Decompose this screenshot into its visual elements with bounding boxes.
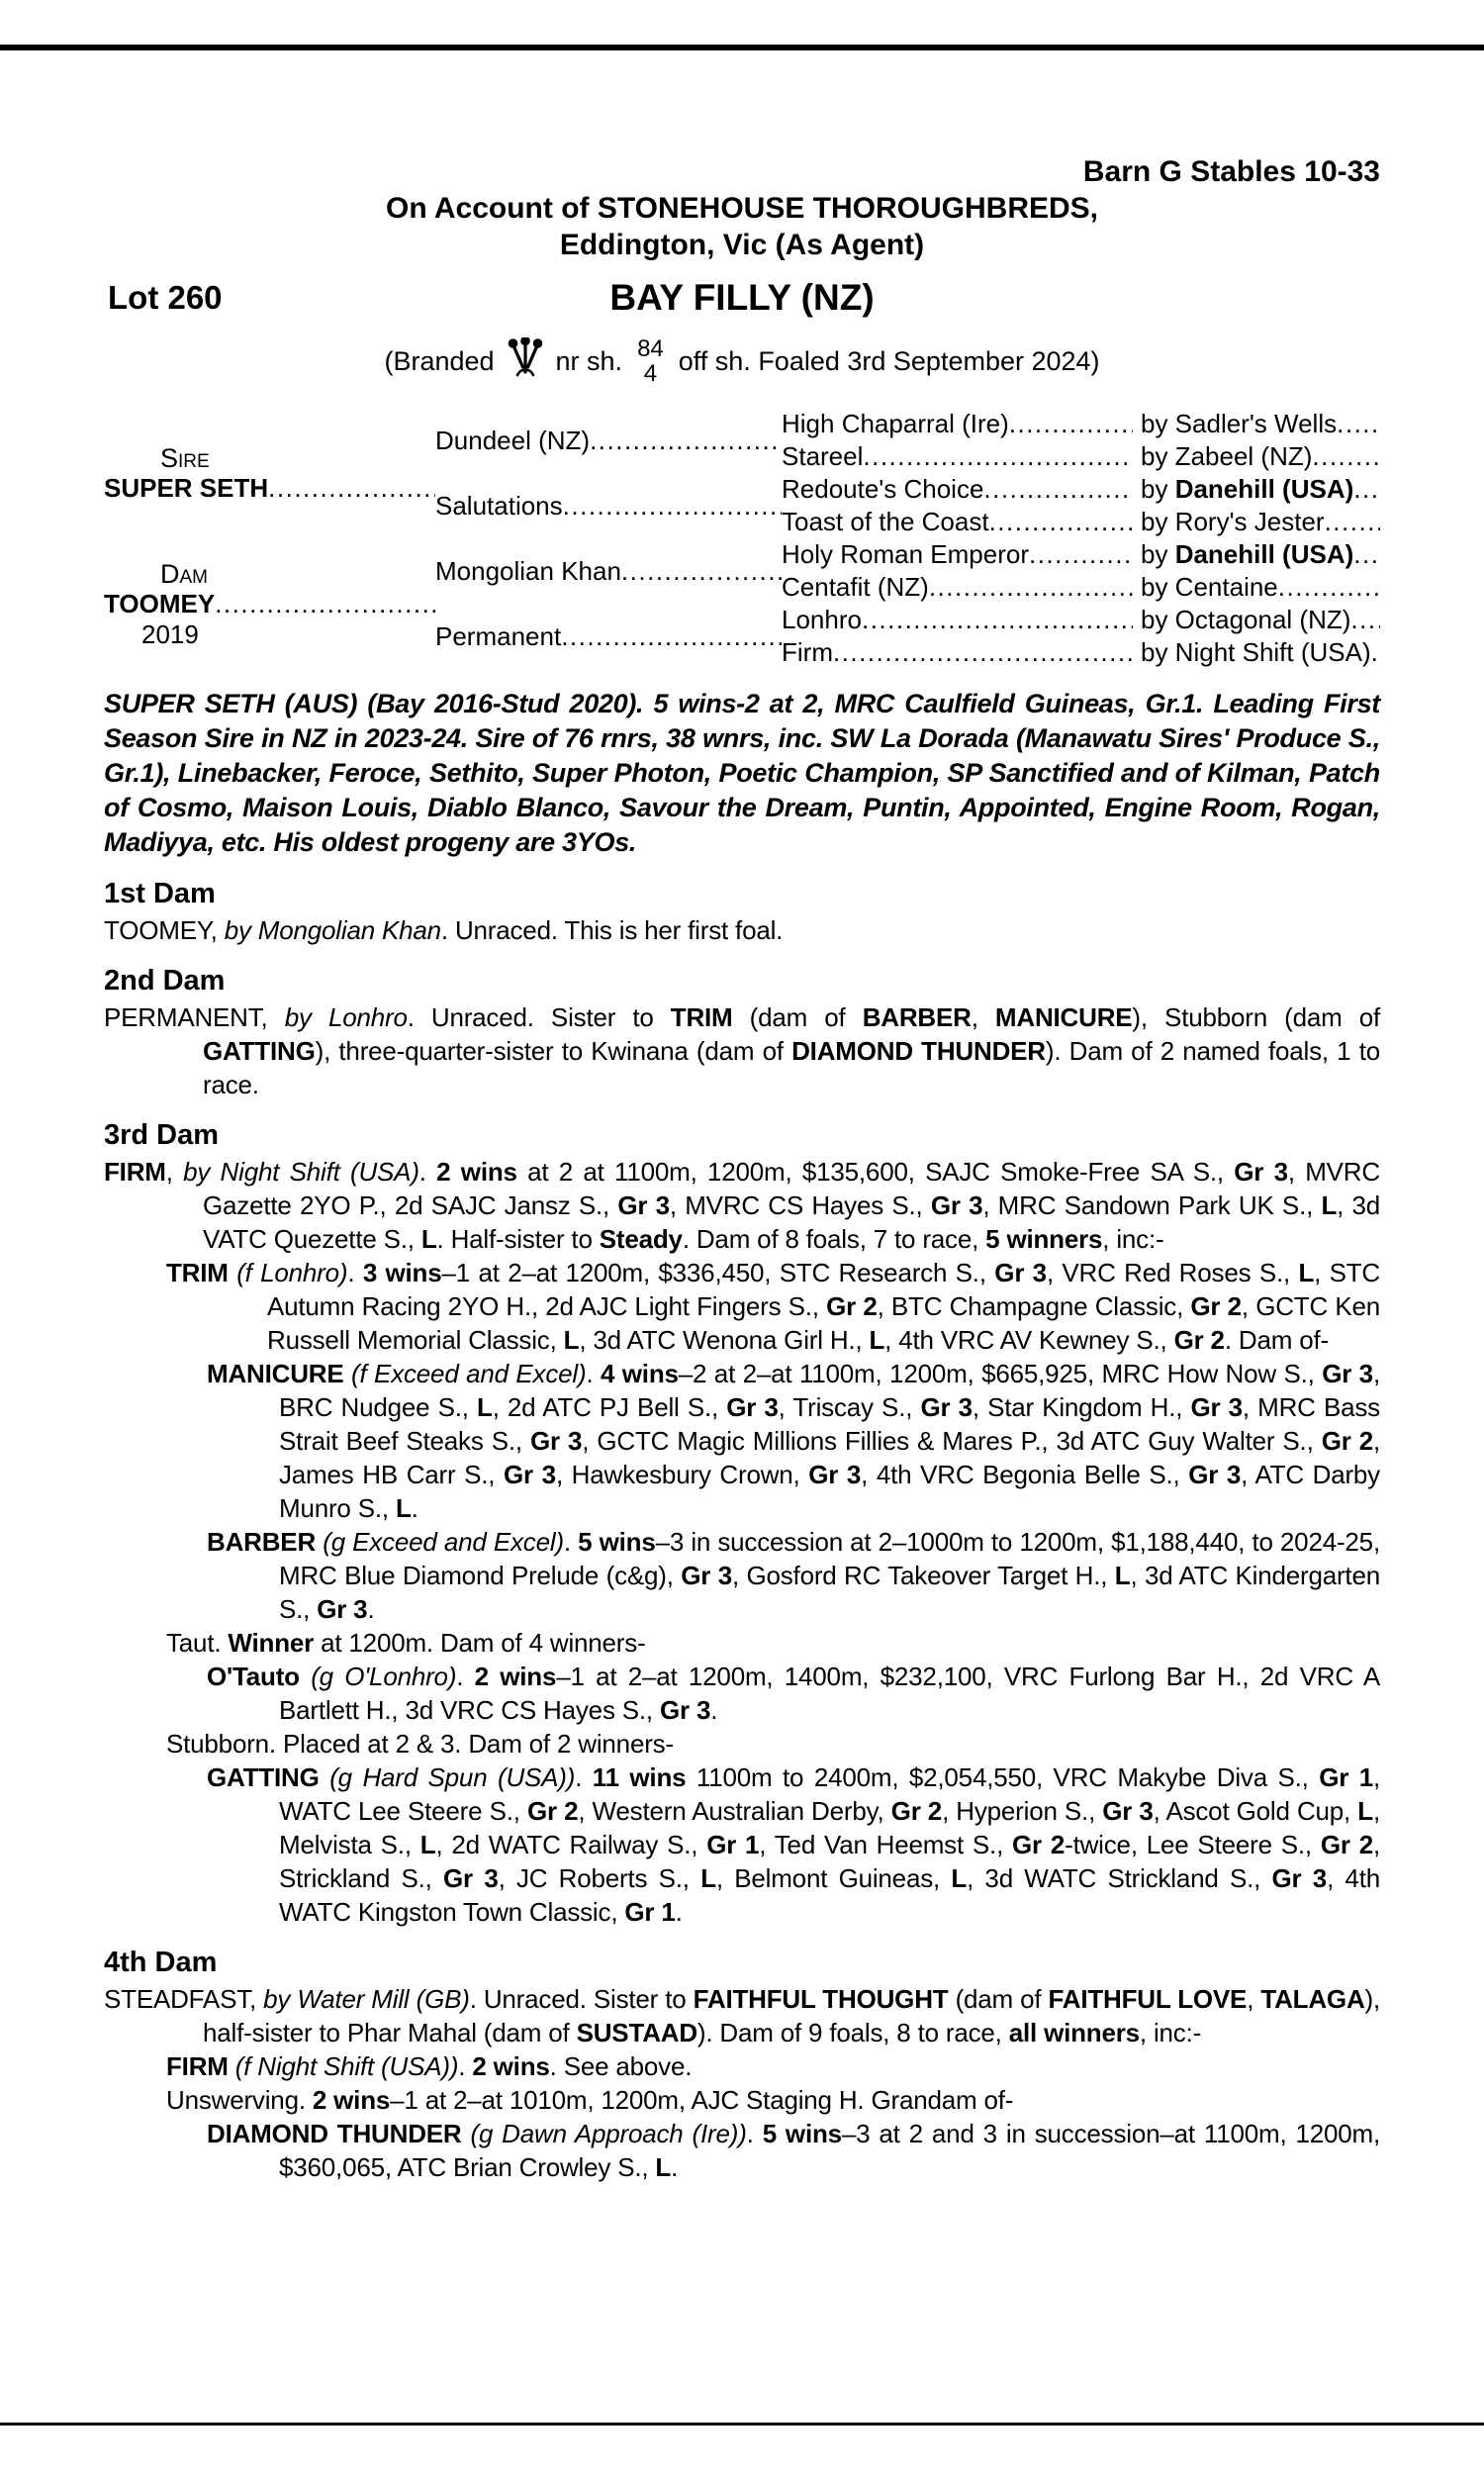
progeny-entry-unswerving: Unswerving. 2 wins–1 at 2–at 1010m, 1200m, AJC Staging H. Grandam of- [166, 2085, 1014, 2115]
pedigree-grandsire-line: by Sadler's Wells ..... [1133, 408, 1380, 440]
progeny-entry-barber: BARBER (g Exceed and Excel). 5 wins–3 in succession at 2–1000m to 1200m, $1,188,440, to 2024-25, MRC Blue Diamond Prelude (c&g), Gr 3, Gosford RC Takeover Target H., L, 3d ATC Kindergarten S., Gr 3. [207, 1527, 1380, 1624]
vendor-account-line1: On Account of STONEHOUSE THOROUGHBREDS, [385, 192, 1099, 225]
dot-leader [863, 441, 1133, 472]
dot-leader [621, 556, 782, 587]
pedigree-grandsire-line: by Centaine ..... [1133, 571, 1380, 604]
pedigree-grandparent: High Chaparral (Ire) ..... [782, 408, 1133, 440]
dot-leader [1312, 441, 1380, 472]
sire-name: SUPER SETH [104, 472, 269, 503]
brand-number-top: 84 [637, 335, 664, 362]
progeny-entry-taut: Taut. Winner at 1200m. Dam of 4 winners- [166, 1628, 646, 1658]
bottom-rule [0, 2423, 1484, 2426]
pedigree-grandparent: Holy Roman Emperor ..... [782, 538, 1133, 571]
dam-entry-firm: FIRM, by Night Shift (USA). 2 wins at 2 at 1100m, 1200m, $135,600, SAJC Smoke-Free SA S., Gr 3, MVRC Gazette 2YO P., 2d SAJC Jansz S., Gr 3, MVRC CS Hayes S., Gr 3, MRC Sandown Park UK S., L, 3d VATC Quezette S., L. Half-sister to Steady. Dam of 8 foals, 7 to race, 5 winners, inc:- [104, 1157, 1380, 1254]
dot-leader [1350, 605, 1380, 635]
dam-block [104, 538, 435, 669]
pedigree-parent: Dundeel (NZ) ..... [435, 408, 782, 473]
progeny-entry-diamond-thunder: DIAMOND THUNDER (g Dawn Approach (Ire)). 5 wins–3 at 2 and 3 in succession–at 1100m, 1200m, $360,065, ATC Brian Crowley S., L. [207, 2119, 1380, 2182]
section-heading-4th-dam: 4th Dam [104, 1947, 218, 1978]
pedigree-grandsire-line: by Zabeel (NZ) ..... [1133, 440, 1380, 473]
sire-block [104, 408, 435, 538]
progeny-entry-otauto: O'Tauto (g O'Lonhro). 2 wins–1 at 2–at 1200m, 1400m, $232,100, VRC Furlong Bar H., 2d VRC A Bartlett H., 3d VRC CS Hayes S., Gr 3. [207, 1662, 1381, 1725]
section-heading-3rd-dam: 3rd Dam [104, 1119, 220, 1151]
page-title: BAY FILLY (NZ) [609, 277, 875, 318]
progeny-entry-stubborn: Stubborn. Placed at 2 & 3. Dam of 2 winners- [166, 1729, 674, 1759]
brand-number-bottom: 4 [643, 360, 658, 387]
sire-summary-paragraph: SUPER SETH (AUS) (Bay 2016-Stud 2020). 5 wins-2 at 2, MRC Caulfield Guineas, Gr.1. Leading First Season Sire in NZ in 2023-24. Sire of 76 rnrs, 38 wnrs, inc. SW La Dorada (Manawatu Sires' Produce S., Gr.1), Linebacker, Feroce, Sethito, Super Photon, Poetic Champion, SP Sanctified and of Kilman, Patch of Cosmo, Maison Louis, Diablo Blanco, Savour the Dream, Puntin, Appointed, Engine Room, Rogan, Madiyya, etc. His oldest progeny are 3YOs. [104, 689, 1380, 857]
dot-leader [1353, 539, 1380, 570]
pedigree-parent: Salutations ..... [435, 473, 782, 538]
dot-leader [833, 637, 1133, 668]
dot-leader [983, 474, 1133, 505]
vendor-account-line2: Eddington, Vic (As Agent) [559, 229, 925, 261]
dot-leader [268, 473, 435, 504]
dot-leader [1325, 507, 1380, 537]
dot-leader [1029, 539, 1133, 570]
dot-leader [929, 572, 1133, 603]
progeny-entry-trim: TRIM (f Lonhro). 3 wins–1 at 2–at 1200m, $336,450, STC Research S., Gr 3, VRC Red Roses S., L, STC Autumn Racing 2YO H., 2d AJC Light Fingers S., Gr 2, BTC Champagne Classic, Gr 2, GCTC Ken Russell Memorial Classic, L, 3d ATC Wenona Girl H., L, 4th VRC AV Kewney S., Gr 2. Dam of- [166, 1258, 1381, 1355]
lot-title-row [104, 275, 1380, 321]
dot-leader [862, 605, 1133, 635]
lot-number: Lot 260 [108, 279, 223, 316]
dam-entry-toomey: TOOMEY, by Mongolian Khan. Unraced. This is her first foal. [104, 915, 784, 945]
pedigree-grandparent: Lonhro ..... [782, 604, 1133, 636]
top-rule [0, 45, 1484, 50]
branded-nr-label: nr sh. [555, 345, 623, 376]
sire-label: Sire [160, 442, 210, 473]
pedigree-grandparent: Centafit (NZ) ..... [782, 571, 1133, 604]
pedigree-grandparent: Redoute's Choice ..... [782, 473, 1133, 506]
pedigree-grandsire-line: by Night Shift (USA) ..... [1133, 636, 1380, 669]
pedigree-parent: Mongolian Khan ..... [435, 538, 782, 604]
dam-entry-steadfast: STEADFAST, by Water Mill (GB). Unraced. Sister to FAITHFUL THOUGHT (dam of FAITHFUL LOVE, TALAGA), half-sister to Phar Mahal (dam of SUSTAAD). Dam of 9 foals, 8 to race, all winners, inc:- [104, 1984, 1381, 2047]
brand-mark-icon [506, 337, 545, 386]
pedigree-grandsire-line: by Danehill (USA) ..... [1133, 473, 1380, 506]
branded-suffix: off sh. Foaled 3rd September 2024) [678, 345, 1100, 376]
progeny-entry-gatting: GATTING (g Hard Spun (USA)). 11 wins 1100m to 2400m, $2,054,550, VRC Makybe Diva S., Gr 1, WATC Lee Steere S., Gr 2, Western Australian Derby, Gr 2, Hyperion S., Gr 3, Ascot Gold Cup, L, Melvista S., L, 2d WATC Railway S., Gr 1, Ted Van Heemst S., Gr 2-twice, Lee Steere S., Gr 2, Strickland S., Gr 3, JC Roberts S., L, Belmont Guineas, L, 3d WATC Strickland S., Gr 3, 4th WATC Kingston Town Classic, Gr 1. [207, 1762, 1380, 1927]
page-content [104, 154, 1380, 2184]
pedigree-grandparent: Stareel ..... [782, 440, 1133, 473]
section-heading-2nd-dam: 2nd Dam [104, 965, 226, 997]
pedigree-table [104, 408, 1380, 669]
brand-number [637, 336, 664, 386]
pedigree-grandsire-line: by Rory's Jester ..... [1133, 506, 1380, 538]
pedigree-parent: Permanent ..... [435, 604, 782, 669]
pedigree-grandsire-line: by Danehill (USA) ..... [1133, 538, 1380, 571]
pedigree-grandparent: Toast of the Coast ..... [782, 506, 1133, 538]
progeny-entry-manicure: MANICURE (f Exceed and Excel). 4 wins–2 at 2–at 1100m, 1200m, $665,925, MRC How Now S., Gr 3, BRC Nudgee S., L, 2d ATC PJ Bell S., Gr 3, Triscay S., Gr 3, Star Kingdom H., Gr 3, MRC Bass Strait Beef Steaks S., Gr 3, GCTC Magic Millions Fillies & Mares P., 3d ATC Guy Walter S., Gr 2, James HB Carr S., Gr 3, Hawkesbury Crown, Gr 3, 4th VRC Begonia Belle S., Gr 3, ATC Darby Munro S., L. [207, 1359, 1381, 1523]
dam-label: Dam [160, 558, 208, 589]
dot-leader [590, 426, 782, 456]
section-heading-1st-dam: 1st Dam [104, 878, 216, 909]
dam-year: 2019 [141, 618, 199, 649]
progeny-entry-firm-4th: FIRM (f Night Shift (USA)). 2 wins. See above. [166, 2051, 693, 2081]
branded-prefix: (Branded [384, 345, 495, 376]
pedigree-grandsire-line: by Octagonal (NZ) ..... [1133, 604, 1380, 636]
dam-entry-permanent: PERMANENT, by Lonhro. Unraced. Sister to TRIM (dam of BARBER, MANICURE), Stubborn (dam of GATTING), three-quarter-sister to Kwinana (dam of DIAMOND THUNDER). Dam of 2 named foals, 1 to race. [104, 1002, 1380, 1099]
dot-leader [561, 621, 782, 652]
dot-leader [563, 491, 782, 522]
dot-leader [1353, 474, 1380, 505]
dot-leader [215, 589, 435, 619]
branded-line [104, 325, 1380, 398]
dot-leader [989, 507, 1133, 537]
pedigree-grandparent: Firm ..... [782, 636, 1133, 669]
dot-leader [1337, 409, 1380, 439]
dot-leader [1009, 409, 1133, 439]
dot-leader [1371, 637, 1380, 668]
barn-location: Barn G Stables 10-33 [1082, 155, 1380, 188]
dam-name: TOOMEY [104, 588, 216, 618]
dot-leader [1278, 572, 1380, 603]
